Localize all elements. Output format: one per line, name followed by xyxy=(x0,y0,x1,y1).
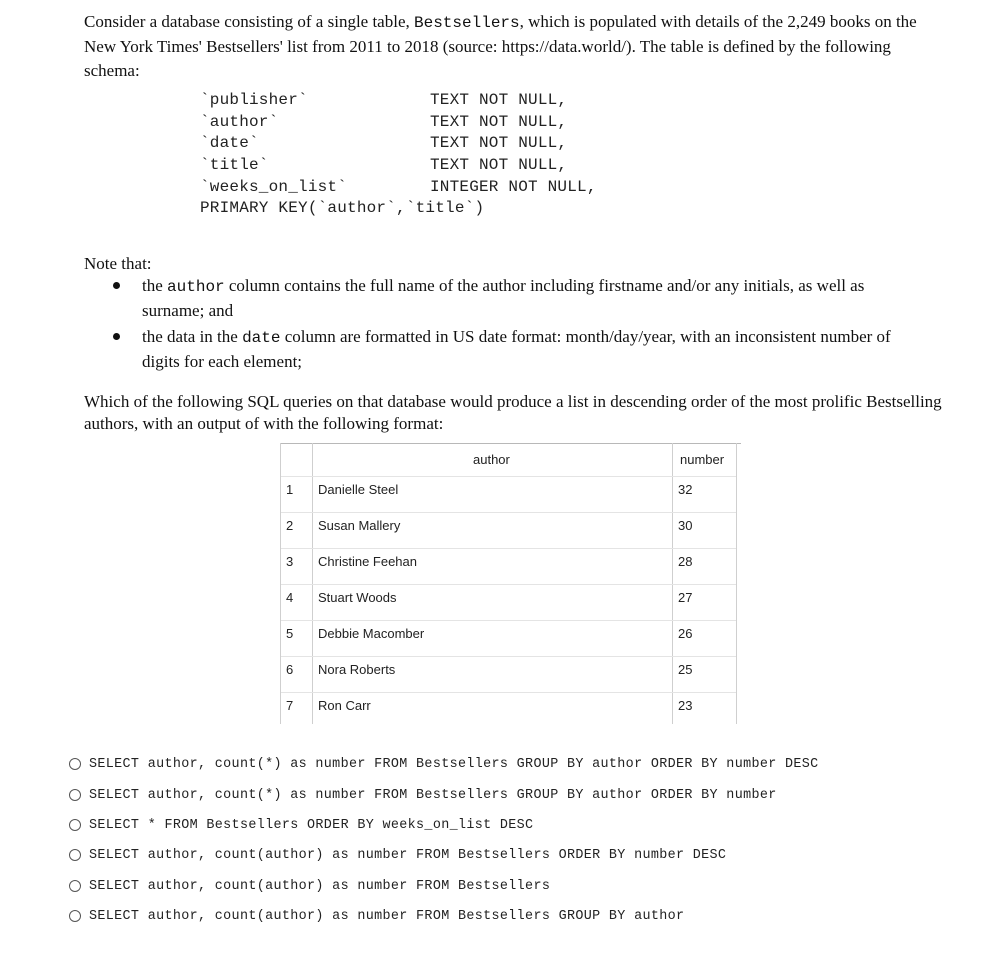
radio-button[interactable] xyxy=(69,819,81,831)
table-border xyxy=(736,443,737,724)
schema-row xyxy=(200,90,597,112)
schema-row xyxy=(200,155,597,177)
question-text: Which of the following SQL queries on that database would produce a list in descending order of the most prolific Bestselling authors, with an output of with the following format: xyxy=(84,392,942,433)
author-cell: Stuart Woods xyxy=(318,590,397,605)
answer-option-1[interactable] xyxy=(64,754,944,774)
row-index: 6 xyxy=(286,662,294,677)
radio-button[interactable] xyxy=(69,849,81,861)
row-divider xyxy=(281,548,736,549)
intro-paragraph xyxy=(84,10,944,83)
answer-option-3[interactable] xyxy=(64,815,944,835)
option-label: SELECT * FROM Bestsellers ORDER BY weeks_on_list DESC xyxy=(89,817,534,833)
row-divider xyxy=(281,692,736,693)
number-cell: 25 xyxy=(678,662,693,677)
author-cell: Nora Roberts xyxy=(318,662,396,677)
row-divider xyxy=(281,656,736,657)
number-cell: 26 xyxy=(678,626,693,641)
row-index: 5 xyxy=(286,626,294,641)
schema-column-type: TEXT NOT NULL, xyxy=(430,112,568,131)
radio-button[interactable] xyxy=(69,758,81,770)
bullet-icon xyxy=(113,282,120,289)
schema-column-name: `date` xyxy=(200,134,259,153)
author-cell: Ron Carr xyxy=(318,698,371,713)
answer-option-5[interactable] xyxy=(64,876,944,896)
schema-primary-key: PRIMARY KEY(`author`,`title`) xyxy=(200,199,485,218)
schema-row xyxy=(200,177,597,199)
row-index: 3 xyxy=(286,554,294,569)
radio-button[interactable] xyxy=(69,789,81,801)
inline-code: author xyxy=(167,278,225,296)
number-cell: 32 xyxy=(678,482,693,497)
schema-row xyxy=(200,133,597,155)
row-divider xyxy=(281,512,736,513)
radio-button[interactable] xyxy=(69,910,81,922)
row-divider xyxy=(281,584,736,585)
bullet-icon xyxy=(113,333,120,340)
number-cell: 28 xyxy=(678,554,693,569)
number-cell: 27 xyxy=(678,590,693,605)
schema-column-name: `title` xyxy=(200,156,269,175)
column-header-author: author xyxy=(473,452,510,467)
note-title: Note that: xyxy=(84,254,152,273)
schema-column-name: `publisher` xyxy=(200,91,308,109)
schema-column-name: `weeks_on_list` xyxy=(200,177,348,196)
answer-option-2[interactable] xyxy=(64,785,944,805)
row-divider xyxy=(281,620,736,621)
radio-button[interactable] xyxy=(69,880,81,892)
note-list xyxy=(110,274,910,376)
intro-text-1: Consider a database consisting of a single table, xyxy=(84,12,414,31)
row-index: 1 xyxy=(286,482,294,497)
row-divider xyxy=(281,476,736,477)
note-item: the author column contains the full name of the author including firstname and/or any initials, as well as surname; and xyxy=(110,274,910,323)
option-label: SELECT author, count(author) as number FROM Bestsellers xyxy=(89,878,551,894)
answer-option-4[interactable] xyxy=(64,845,944,865)
answer-option-6[interactable] xyxy=(64,906,944,926)
result-table xyxy=(280,443,740,724)
option-label: SELECT author, count(author) as number FROM Bestsellers GROUP BY author xyxy=(89,908,685,924)
table-name-code: Bestsellers xyxy=(414,14,520,32)
schema-column-type: INTEGER NOT NULL, xyxy=(430,177,597,196)
note-item: the data in the date column are formatted in US date format: month/day/year, with an inconsistent number of digits for each element; xyxy=(110,325,910,374)
row-index: 4 xyxy=(286,590,294,605)
author-cell: Susan Mallery xyxy=(318,518,401,533)
schema-column-name: `author` xyxy=(200,112,279,131)
author-cell: Christine Feehan xyxy=(318,554,417,569)
number-cell: 23 xyxy=(678,698,693,713)
inline-code: date xyxy=(242,329,281,347)
schema-block xyxy=(200,90,597,220)
author-cell: Danielle Steel xyxy=(318,482,399,497)
row-index: 7 xyxy=(286,698,294,713)
schema-row xyxy=(200,112,597,134)
schema-column-type: TEXT NOT NULL, xyxy=(430,91,568,109)
author-cell: Debbie Macomber xyxy=(318,626,425,641)
option-label: SELECT author, count(*) as number FROM Bestsellers GROUP BY author ORDER BY number xyxy=(89,787,777,803)
intro-text-2: , which is populated with details of the 2,249 books on the New York Times' Bestsellers' list from 2011 to 2018 (source: https://data.world/). The table is defined by the following schema: xyxy=(84,12,917,80)
number-cell: 30 xyxy=(678,518,693,533)
option-label: SELECT author, count(*) as number FROM Bestsellers GROUP BY author ORDER BY number DESC xyxy=(89,756,819,772)
schema-column-type: TEXT NOT NULL, xyxy=(430,134,568,153)
row-index: 2 xyxy=(286,518,294,533)
column-header-number: number xyxy=(680,452,725,467)
schema-column-type: TEXT NOT NULL, xyxy=(430,156,568,175)
option-label: SELECT author, count(author) as number FROM Bestsellers ORDER BY number DESC xyxy=(89,847,727,863)
